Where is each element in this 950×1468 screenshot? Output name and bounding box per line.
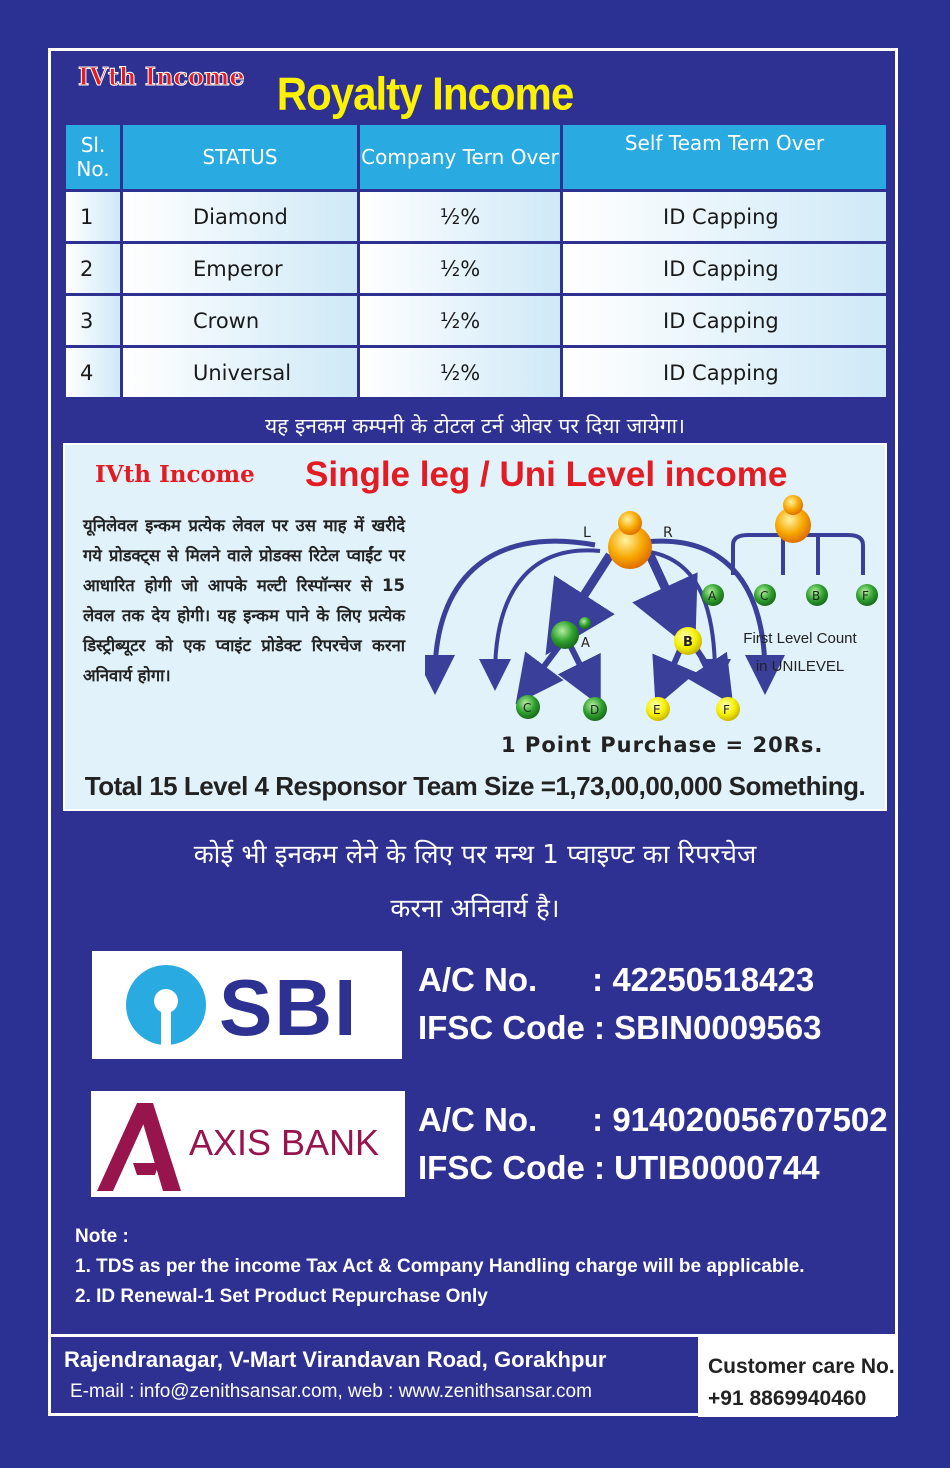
point-purchase: 1 Point Purchase = 20Rs. [501,733,824,757]
node-a [551,621,579,649]
label-b: B [683,635,693,650]
label-e: E [653,703,661,717]
row-self: ID Capping [563,296,886,345]
notes-item-1: 1. TDS as per the income Tax Act & Company Handling charge will be applicable. [75,1256,805,1277]
footer-address: Rajendranagar, V-Mart Virandavan Road, Gorakhpur [64,1347,607,1372]
root-node-head [618,511,642,535]
first-level-label-f: F [862,589,869,603]
node-a-small [579,617,591,629]
royalty-tag: IVth Income [78,62,245,91]
label-r: R [663,525,673,541]
row-sl: 4 [66,348,120,397]
row-company: ½% [360,192,560,241]
axis-ifsc-label: IFSC Code : [418,1149,615,1186]
row-company: ½% [360,244,560,293]
sbi-ac-label: A/C No. : [418,961,613,998]
first-level-diagram [693,495,893,625]
unilevel-description: यूनिलेवल इन्कम प्रत्येक लेवल पर उस माह में खरीदे गये प्रोडक्ट्स से मिलने वाले प्रोडक्स रिटेल प्वाईंट पर आधारित होगी जो आपके मल्टी रिस्पॉन्सर से 15 लेवल तक देय होगी। यह इन्कम पाने के लिए प्रत्येक डिस्ट्रीब्यूटर को एक प्वाइंट प्रोडेक्ट रिपरचेज करना अनिवार्य होगा। [83,516,405,685]
arrow-to-a [565,555,610,625]
first-level-caption [725,625,875,681]
row-self: ID Capping [563,348,886,397]
sbi-ifsc-code: SBIN0009563 [614,1009,822,1046]
arc-left-inner [495,550,600,675]
table-row [66,244,886,293]
row-status: Universal [123,348,357,397]
axis-logo-text: AXIS BANK [189,1122,380,1163]
arrow-to-d [570,645,590,685]
notes-title: Note : [75,1226,129,1247]
customer-care-number: +91 8869940460 [708,1387,867,1410]
label-c: C [523,701,532,715]
unilevel-tag: IVth Income [95,461,255,488]
axis-logo-bar-icon [133,1163,159,1175]
axis-logo-box [91,1091,405,1197]
row-self: ID Capping [563,192,886,241]
row-company: ½% [360,296,560,345]
axis-ifsc-code: UTIB0000744 [614,1149,820,1186]
axis-account-info [418,1096,888,1192]
row-company: ½% [360,348,560,397]
first-level-label-b: B [812,589,821,603]
row-self: ID Capping [563,244,886,293]
unilevel-title: Single leg / Uni Level income [305,455,788,494]
arrow-to-c [530,645,560,685]
team-size-total: Total 15 Level 4 Responsor Team Size =1,73,00,00,000 Something. [84,771,866,801]
repurchase-line1: कोई भी इनकम लेने के लिए पर मन्थ 1 प्वाइण्ट का रिपरचेज [193,840,757,870]
royalty-table [63,122,889,400]
sbi-ifsc-label: IFSC Code : [418,1009,615,1046]
arrow-to-e [665,650,680,685]
first-level-caption-line2: in UNILEVEL [755,658,845,675]
first-level-caption-line1: First Level Count [743,630,857,647]
royalty-title: Royalty Income [276,67,574,120]
header-self: Self Team Tern Over [563,125,886,189]
royalty-header-row [66,125,886,189]
sbi-account-info [418,956,822,1052]
sbi-ac-number: 42250518423 [612,961,815,998]
customer-care-box [698,1337,896,1417]
axis-ac-number: 914020056707502 [612,1101,888,1138]
axis-logo [93,1093,403,1195]
axis-logo-right-stroke-icon [137,1103,181,1191]
arrow-to-b [650,555,680,620]
row-sl: 3 [66,296,120,345]
label-f: F [723,703,730,717]
axis-ac-label: A/C No. : [418,1101,613,1138]
table-row [66,348,886,397]
first-level-root-head [783,495,803,515]
repurchase-line2: करना अनिवार्य है। [390,894,560,924]
table-row [66,192,886,241]
notes-item-2: 2. ID Renewal-1 Set Product Repurchase Only [75,1286,488,1307]
first-level-label-a: A [708,589,717,603]
sbi-logo [94,953,400,1057]
sbi-keyhole-slot-icon [161,1005,171,1045]
label-l: L [583,525,591,541]
repurchase-note [0,828,950,936]
header-sl: Sl. No. [66,125,120,189]
table-row [66,296,886,345]
first-level-label-c: C [760,589,769,603]
header-company: Company Tern Over [360,125,560,189]
footer-email: E-mail : info@zenithsansar.com, web : www.zenithsansar.com [70,1381,592,1402]
unilevel-panel [63,443,887,811]
label-d: D [590,703,600,717]
footer [50,1334,896,1417]
header-status: STATUS [123,125,357,189]
row-sl: 1 [66,192,120,241]
sbi-logo-box [92,951,402,1059]
customer-care-label: Customer care No. [708,1355,895,1378]
row-status: Emperor [123,244,357,293]
label-a: A [581,636,590,651]
royalty-note: यह इनकम कम्पनी के टोटल टर्न ओवर पर दिया जायेगा। [264,414,686,438]
row-status: Diamond [123,192,357,241]
row-sl: 2 [66,244,120,293]
row-status: Crown [123,296,357,345]
sbi-logo-text: SBI [219,963,359,1052]
notes-section [75,1222,805,1312]
